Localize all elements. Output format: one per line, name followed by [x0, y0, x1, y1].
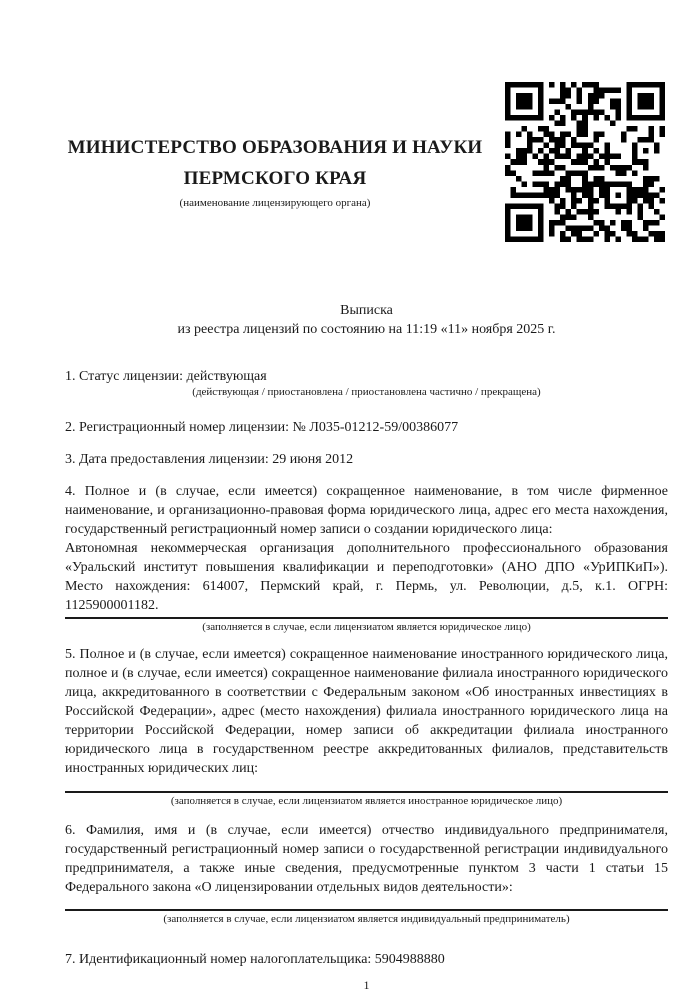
extract-title: Выписка — [340, 303, 393, 318]
license-status-caption: (действующая / приостановлена / приостановлена частично / прекращена) — [192, 386, 541, 398]
taxpayer-number-item: 7. Идентификационный номер налогоплательщика: 5904988880 — [65, 952, 445, 967]
qr-code-image — [505, 82, 665, 242]
page-number: 1 — [363, 978, 370, 989]
entrepreneur-label: 6. Фамилия, имя и (в случае, если имеется) отчество индивидуального предпринимателя, государственный регистрационный номер записи о государственной регистрации индивидуального предпринимателя, а также иные сведения, предусмотренные пунктом 3 части 1 статьи 15 Федерального закона «О лицензировании отдельных видов деятельности»: — [65, 823, 668, 895]
document-body — [65, 301, 668, 989]
entrepreneur-caption: (заполняется в случае, если лицензиатом является индивидуальный предприниматель) — [163, 913, 570, 925]
legal-entity-value: Автономная некоммерческая организация дополнительного профессионального образования «Уральский институт повышения квалификации и переподготовки» (АНО ДПО «УрИПКиП»). Место нахождения: 614007, Пермский край, г. Пермь, ул. Революции, д.5, к.1. ОГРН: 1125900001182. — [65, 541, 668, 613]
registration-number-item: 2. Регистрационный номер лицензии: № Л035-01212-59/00386077 — [65, 420, 459, 435]
foreign-entity-rule — [65, 791, 668, 793]
entrepreneur-rule — [65, 909, 668, 911]
extract-subtitle: из реестра лицензий по состоянию на 11:19 «11» ноября 2025 г. — [177, 322, 556, 337]
foreign-entity-caption: (заполняется в случае, если лицензиатом является иностранное юридическое лицо) — [170, 795, 563, 807]
ministry-caption: (наименование лицензирующего органа) — [179, 197, 371, 209]
foreign-entity-label: 5. Полное и (в случае, если имеется) сокращенное наименование иностранного юридического лица, полное и (в случае, если имеется) сокращенное наименование филиала иностранного юридического лица, аккредитованного в соответствии с Федеральным законом «Об иностранных инвестициях в Российской Федерации», адрес (место нахождения) филиала иностранного юридического лица на территории Российской Федерации, номер записи об аккредитации филиала иностранного юридического лица в государственном реестре аккредитованных филиалов, представительств иностранных юридических лиц: — [65, 647, 668, 776]
ministry-name-line2: ПЕРМСКОГО КРАЯ — [183, 168, 367, 189]
ministry-name-line1: МИНИСТЕРСТВО ОБРАЗОВАНИЯ И НАУКИ — [67, 137, 483, 158]
license-status-item: 1. Статус лицензии: действующая — [65, 369, 267, 384]
legal-entity-rule — [65, 617, 668, 619]
legal-entity-caption: (заполняется в случае, если лицензиатом является юридическое лицо) — [202, 621, 531, 633]
licensing-authority-header — [40, 132, 510, 210]
grant-date-item: 3. Дата предоставления лицензии: 29 июня 2012 — [65, 452, 354, 467]
legal-entity-label: 4. Полное и (в случае, если имеется) сокращенное наименование, в том числе фирменное наименование, и организационно-правовая форма юридического лица, адрес его места нахождения, государственный регистрационный номер записи о создании юридического лица: — [65, 484, 668, 537]
